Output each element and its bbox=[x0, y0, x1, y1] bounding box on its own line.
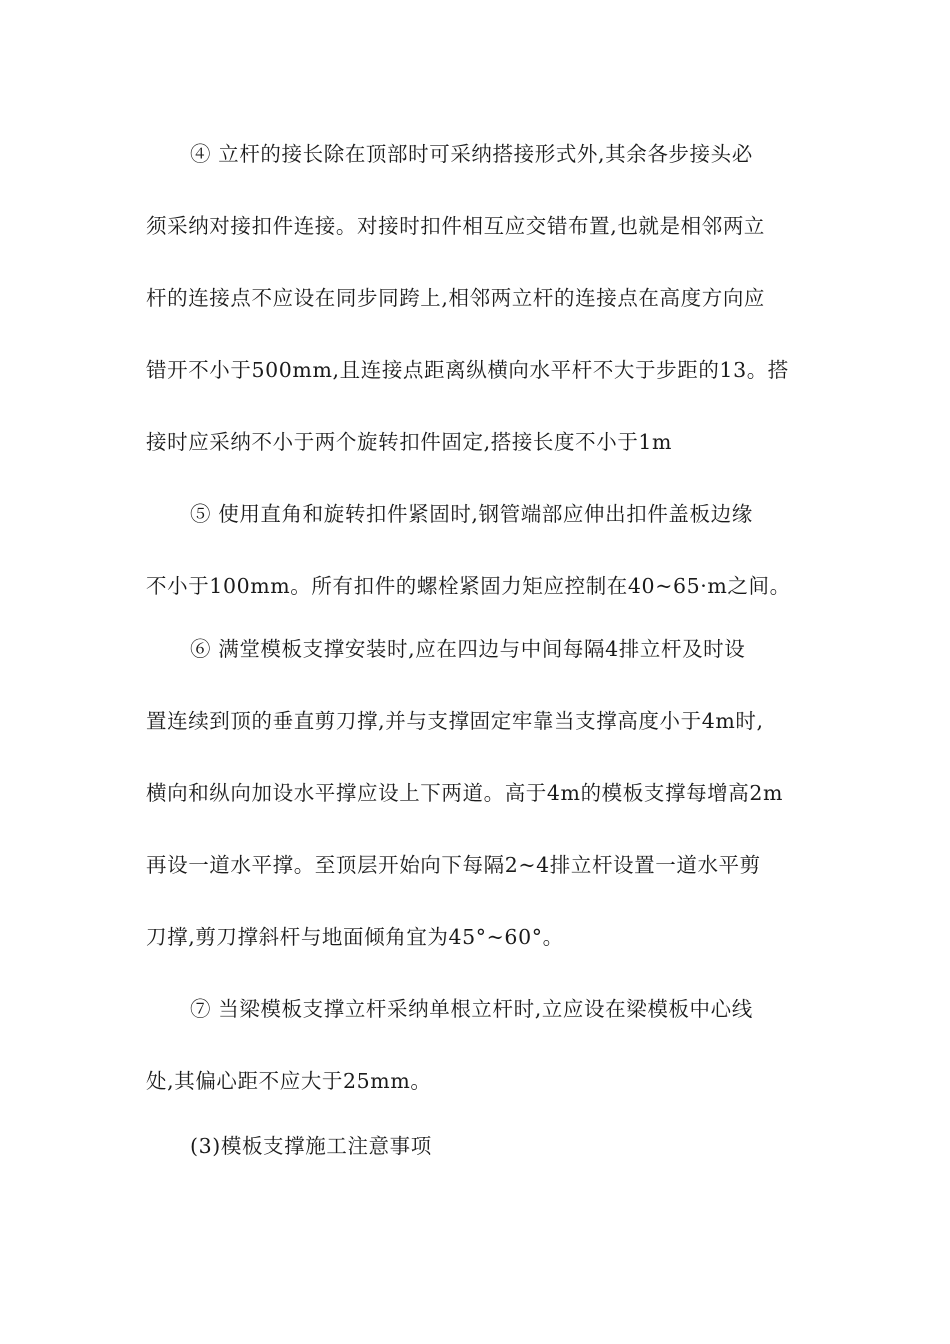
paragraph-7-line-2: 处,其偏心距不应大于25mm。 bbox=[146, 1069, 432, 1093]
paragraph-4-line-5: 接时应采纳不小于两个旋转扣件固定,搭接长度不小于1m bbox=[146, 430, 673, 454]
section-heading: (3)模板支撑施工注意事项 bbox=[190, 1134, 432, 1158]
paragraph-4-line-3: 杆的连接点不应设在同步同跨上,相邻两立杆的连接点在高度方向应 bbox=[146, 286, 766, 310]
paragraph-4-line-1: ④ 立杆的接长除在顶部时可采纳搭接形式外,其余各步接头必 bbox=[190, 142, 753, 166]
paragraph-6-line-2: 置连续到顶的垂直剪刀撑,并与支撑固定牢靠当支撑高度小于4m时, bbox=[146, 709, 764, 733]
paragraph-4-line-2: 须采纳对接扣件连接。对接时扣件相互应交错布置,也就是相邻两立 bbox=[146, 214, 766, 238]
paragraph-4-line-4: 错开不小于500mm,且连接点距离纵横向水平杆不大于步距的13。搭 bbox=[146, 358, 789, 382]
paragraph-6-line-1: ⑥ 满堂模板支撑安装时,应在四边与中间每隔4排立杆及时设 bbox=[190, 637, 746, 661]
paragraph-5-line-1: ⑤ 使用直角和旋转扣件紧固时,钢管端部应伸出扣件盖板边缘 bbox=[190, 502, 753, 526]
paragraph-5-line-2: 不小于100mm。所有扣件的螺栓紧固力矩应控制在40~65·m之间。 bbox=[146, 574, 791, 598]
paragraph-6-line-5: 刀撑,剪刀撑斜杆与地面倾角宜为45°~60°。 bbox=[146, 925, 564, 949]
paragraph-6-line-3: 横向和纵向加设水平撑应设上下两道。高于4m的模板支撑每增高2m bbox=[146, 781, 784, 805]
paragraph-7-line-1: ⑦ 当梁模板支撑立杆采纳单根立杆时,立应设在梁模板中心线 bbox=[190, 997, 753, 1021]
paragraph-6-line-4: 再设一道水平撑。至顶层开始向下每隔2~4排立杆设置一道水平剪 bbox=[146, 853, 761, 877]
